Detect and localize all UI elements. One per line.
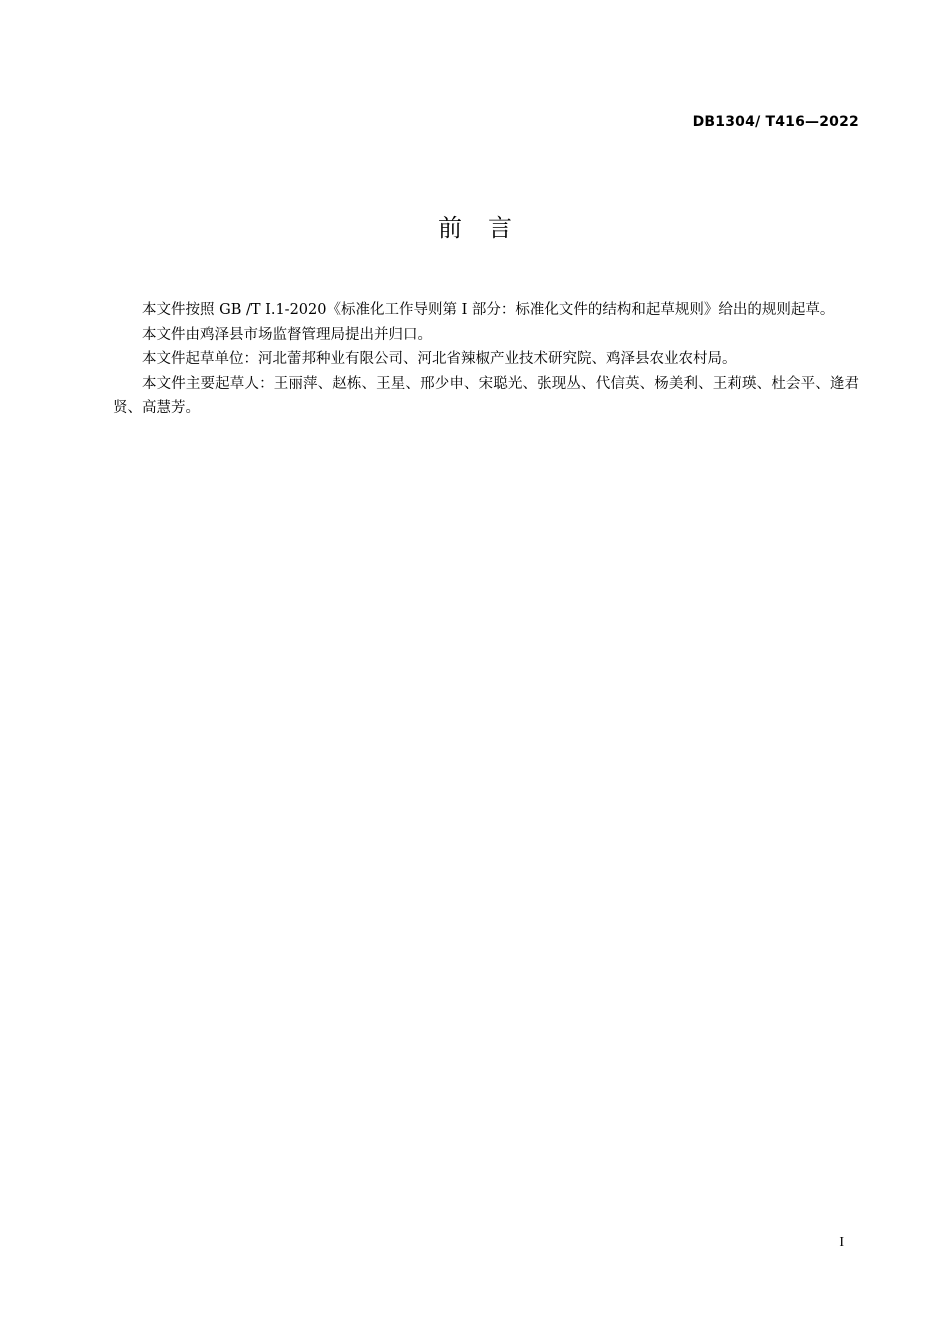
foreword-body xyxy=(113,298,859,421)
paragraph-drafters: 本文件主要起草人：王丽萍、赵栋、王星、邢少申、宋聪光、张现丛、代信英、杨美利、王莉瑛、杜会平、逄君贤、高慧芳。 xyxy=(113,375,859,416)
page-title: 前言 xyxy=(438,214,538,242)
page-number: I xyxy=(839,1235,844,1250)
paragraph-proposer: 本文件由鸡泽县市场监督管理局提出并归口。 xyxy=(142,326,432,343)
paragraph-drafting-units: 本文件起草单位：河北蕾邦种业有限公司、河北省辣椒产业技术研究院、鸡泽县农业农村局。 xyxy=(142,351,737,367)
document-code: DB1304/ T416—2022 xyxy=(692,114,859,130)
paragraph-drafting-rules: 本文件按照 GB /T I.1-2020《标准化工作导则第 I 部分：标准化文件的结构和起草规则》给出的规则起草。 xyxy=(142,302,835,318)
